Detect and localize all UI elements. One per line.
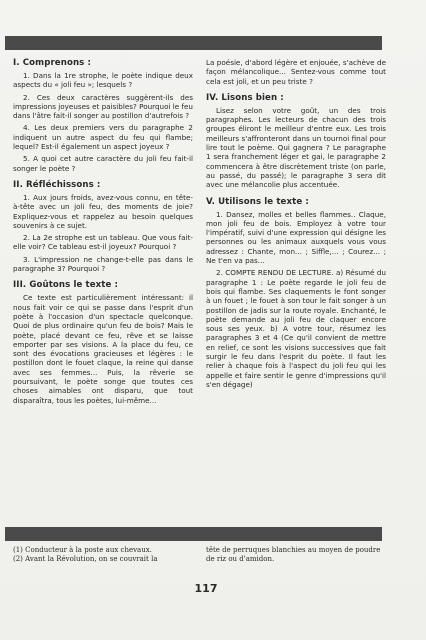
paragraph: 1. Dansez, molles et belles flammes.. Claque, mon joli feu de bois. Employez à votre tour l'impératif, suivi d'une expression qui désigne les personnes ou les animaux auxquels vous vous adressez : Chante, mon... ; Siffle,... ; Courez... ; Ne t'en va pas... bbox=[206, 209, 386, 266]
paragraph: 2. La 2e strophe est un tableau. Que vous fait-elle voir? Ce tableau est-il joyeux? Pourquoi ? bbox=[13, 233, 193, 252]
footnotes-right bbox=[206, 546, 386, 563]
section-goutons bbox=[13, 280, 193, 405]
page-number: 117 bbox=[194, 582, 218, 595]
section-reflechissons bbox=[13, 180, 193, 273]
paragraph: La poésie, d'abord légère et enjouée, s'achève de façon mélancolique... Sentez-vous comme tout cela est joli, et un peu triste ? bbox=[206, 58, 386, 86]
section-title: V. Utilisons le texte : bbox=[206, 196, 309, 207]
section-title: III. Goûtons le texte : bbox=[13, 280, 119, 291]
left-column bbox=[13, 58, 193, 412]
paragraph: 3. L'impression ne change-t-elle pas dans le paragraphe 3? Pourquoi ? bbox=[13, 254, 193, 274]
footnote: (2) Avant la Révolution, on se couvrait la bbox=[13, 554, 158, 563]
footnote: (1) Conducteur à la poste aux chevaux. bbox=[13, 546, 152, 554]
paragraph: 4. Les deux premiers vers du paragraphe 2 indiquent un autre aspect du feu qui flambe; lequel? Est-il également un aspect joyeux ? bbox=[13, 123, 193, 152]
section-continuation bbox=[206, 58, 386, 86]
section-title: II. Réfléchissons : bbox=[13, 179, 101, 190]
paragraph: 2. COMPTE RENDU DE LECTURE. a) Résumé du paragraphe 1 : Le poète regarde le joli feu de bois qui flambe. Ses claquements le font songer à un fouet ; le fouet à son tour le fait songer à un postillon de jadis sur la route royale. Enchanté, le poète demande au joli feu de claquer encore sous ses yeux. b) A votre tour, résumez les paragraphes 3 et 4 (Ce qu'il convient de mettre en relief, ce sont les visions successives que fait surgir le feu dans l'esprit du poète. Il faut les relier à chaque fois à l'aspect du joli feu qui les appelle et faire sentir le genre d'impressions qu'il s'en dégage) bbox=[206, 268, 386, 389]
bottom-rule bbox=[5, 527, 382, 541]
section-title: I. Comprenons : bbox=[13, 58, 92, 68]
right-column bbox=[206, 58, 386, 396]
section-lisons bbox=[206, 93, 386, 190]
section-comprenons bbox=[13, 58, 193, 173]
section-title: IV. Lisons bien : bbox=[206, 92, 284, 103]
paragraph: Lisez selon votre goût, un des trois paragraphes. Les lecteurs de chacun des trois groupes éliront le meilleur d'entre eux. Les trois meilleurs s'affronteront dans un tournoi final pour lire tout le poème. Qui gagnera ? Le paragraphe 1 sera franchement léger et gai, le paragraphe 2 commencera à être discrètement triste (on parle, au passé, du passé); le paragraphe 3 sera dit avec une mélancolie plus accentuée. bbox=[206, 105, 386, 190]
footnote: tête de perruques blanchies au moyen de poudre de riz ou d'amidon. bbox=[206, 546, 381, 563]
footnotes-left bbox=[13, 546, 193, 563]
paragraph: 1. Dans la 1re strophe, le poète indique deux aspects du « joli feu »; lesquels ? bbox=[13, 71, 193, 90]
paragraph: 5. A quoi cet autre caractère du joli feu fait-il songer le poète ? bbox=[13, 154, 193, 173]
paragraph: 1. Aux jours froids, avez-vous connu, en tête-à-tête avec un joli feu, des moments de joie? Expliquez-vous et rappelez au besoin quelques souvenirs à ce sujet. bbox=[13, 192, 193, 230]
paragraph: Ce texte est particulièrement intéressant: il nous fait voir ce qui se passe dans l'esprit d'un poète à l'occasion d'un spectacle quelconque. Quoi de plus ordinaire qu'un feu de bois? Mais le poète, placé devant ce feu, rêve et se laisse emporter par ses visions. A la place du feu, ce sont des évocations gracieuses et légères : le postillon dont le fouet claque, la reine qui danse avec ses femmes... Puis, la rêverie se poursuivant, le poète songe que toutes ces choses aimables ont disparu, que tout disparaîtra, tous les poètes, lui-même... bbox=[13, 293, 193, 405]
paragraph: 2. Ces deux caractères suggèrent-ils des impressions joyeuses et paisibles? Pourquoi le feu dans l'âtre fait-il songer au postillon d'autrefois ? bbox=[13, 92, 193, 121]
section-utilisons bbox=[206, 197, 386, 390]
top-rule bbox=[5, 36, 382, 50]
